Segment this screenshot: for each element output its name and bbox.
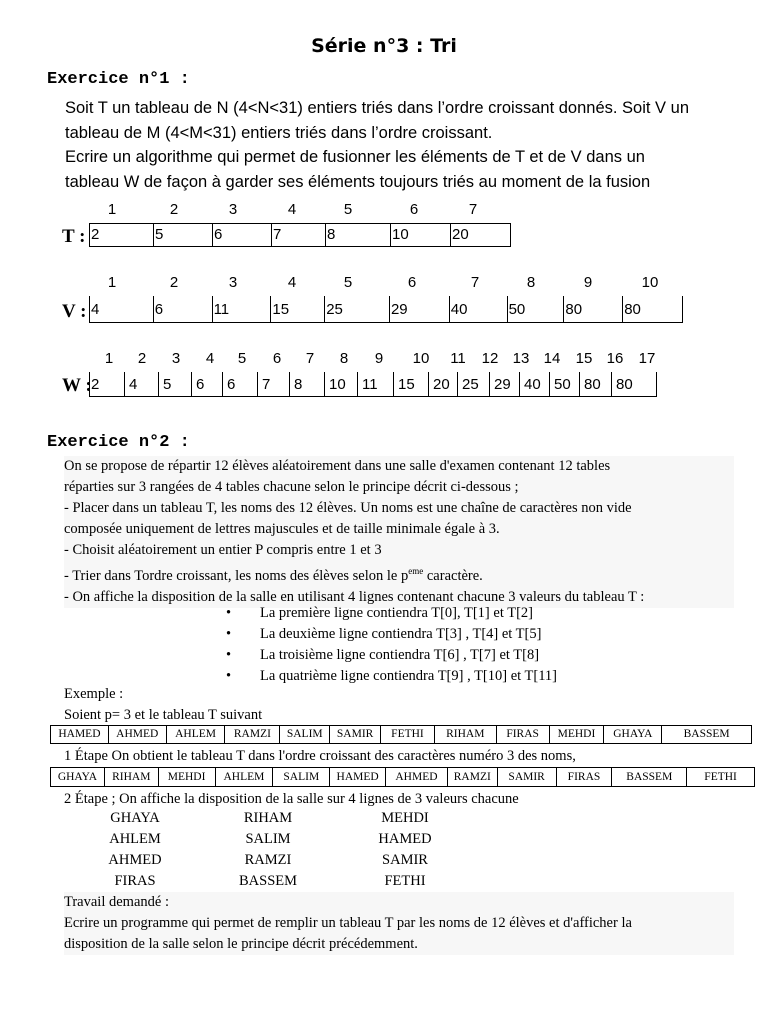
exercise-2-statement — [64, 456, 734, 608]
index-label: 5 — [343, 274, 353, 291]
array-v-label: V : — [62, 301, 87, 322]
array-cell: 8 — [290, 372, 325, 396]
name-cell: FIRAS — [557, 768, 613, 786]
name-cell: MEHDI — [159, 768, 216, 786]
array-cell: 6 — [154, 296, 213, 322]
array-cell: 50 — [550, 372, 580, 396]
name-cell: RAMZI — [225, 726, 280, 743]
bullet-text: La première ligne contiendra T[0], T[1] et T[2] — [260, 605, 533, 621]
array-cell: 80 — [616, 376, 633, 393]
name-cell: FIRAS — [497, 726, 550, 743]
name-cell: AHMED — [109, 726, 167, 743]
layout-cell: MEHDI — [381, 810, 429, 826]
index-label: 7 — [470, 274, 480, 291]
bullet-item — [220, 603, 620, 624]
index-label: 3 — [228, 274, 238, 291]
array-cell: 2 — [90, 224, 154, 246]
bullet-item — [220, 624, 620, 645]
layout-cell: GHAYA — [110, 810, 160, 826]
array-cell: 2 — [90, 372, 125, 396]
array-cell: 5 — [154, 224, 213, 246]
statement-line: Soit T un tableau de N (4<N<31) entiers triés dans l’ordre croissant donnés. Soit V un — [65, 99, 689, 117]
exercise-1-statement — [65, 96, 755, 194]
index-label: 2 — [169, 274, 179, 291]
name-cell: SAMIR — [330, 726, 381, 743]
layout-cell: BASSEM — [238, 873, 298, 889]
index-label: 17 — [638, 350, 656, 367]
name-cell: FETHI — [704, 771, 737, 783]
names-table-sorted — [50, 767, 755, 787]
task-line: Ecrire un programme qui permet de remplir un tableau T par les noms de 12 élèves et d'afficher la — [64, 915, 632, 931]
superscript: eme — [408, 566, 424, 576]
bullet-marker: • — [226, 605, 232, 621]
array-w-indices — [89, 350, 657, 370]
index-label: 3 — [228, 201, 238, 218]
array-cell: 80 — [564, 296, 623, 322]
index-label: 6 — [272, 350, 282, 367]
array-cell: 5 — [159, 372, 192, 396]
index-label: 14 — [543, 350, 561, 367]
array-cell: 40 — [450, 296, 508, 322]
statement-line: - Placer dans un tableau T, les noms des 12 élèves. Un noms est une chaîne de caractères non vide — [64, 500, 632, 516]
step-1-text: 1 Étape On obtient le tableau T dans l'ordre croissant des caractères numéro 3 des noms, — [64, 748, 576, 764]
array-cell: 7 — [258, 372, 290, 396]
example-intro: Soient p= 3 et le tableau T suivant — [64, 707, 263, 723]
index-label: 9 — [583, 274, 593, 291]
index-label: 6 — [407, 274, 417, 291]
statement-line: tableau de M (4<M<31) entiers triés dans l’ordre croissant. — [65, 123, 493, 142]
name-cell: RIHAM — [435, 726, 497, 743]
statement-line: - On affiche la disposition de la salle en utilisant 4 lignes contenant chacune 3 valeurs du tableau T : — [64, 588, 645, 605]
statement-line: On se propose de répartir 12 élèves aléatoirement dans une salle d'examen contenant 12 tables — [64, 458, 611, 474]
index-label: 11 — [450, 350, 466, 367]
page-title: Série n°3 : Tri — [311, 35, 457, 57]
name-cell: GHAYA — [51, 768, 105, 786]
statement-text: - Trier dans Tordre croissant, les noms des élèves selon le p — [64, 567, 409, 584]
name-cell: HAMED — [51, 726, 109, 743]
index-label: 8 — [339, 350, 349, 367]
bullet-text: La deuxième ligne contiendra T[3] , T[4] et T[5] — [260, 626, 542, 642]
name-cell: AHLEM — [216, 768, 274, 786]
index-label: 4 — [287, 274, 297, 291]
statement-line: tableau W de façon à garder ses éléments toujours triés au moment de la fusion — [65, 172, 651, 191]
index-label: 4 — [205, 350, 215, 367]
array-cell: 10 — [391, 224, 451, 246]
array-t — [89, 223, 511, 247]
name-cell: BASSEM — [683, 728, 730, 740]
names-table-initial — [50, 725, 752, 744]
index-label: 16 — [606, 350, 624, 367]
name-cell: SALIM — [280, 726, 330, 743]
statement-line: réparties sur 3 rangées de 4 tables chacune selon le principe décrit ci-dessous ; — [64, 479, 519, 495]
layout-cell: SAMIR — [382, 852, 428, 868]
task-line: disposition de la salle selon le principe décrit précédemment. — [64, 936, 418, 952]
array-cell: 80 — [624, 301, 641, 318]
name-cell: GHAYA — [604, 726, 662, 743]
statement-text: caractère. — [423, 567, 483, 584]
task-heading: Travail demandé : — [64, 894, 169, 910]
array-cell: 8 — [326, 224, 391, 246]
layout-cell: RIHAM — [243, 810, 293, 826]
array-cell: 6 — [223, 372, 258, 396]
index-label: 3 — [171, 350, 181, 367]
statement-line: Ecrire un algorithme qui permet de fusionner les éléments de T et de V dans un — [65, 148, 645, 166]
statement-line-with-superscript — [64, 561, 734, 587]
index-label: 7 — [305, 350, 315, 367]
index-label: 6 — [409, 201, 419, 218]
array-cell: 20 — [429, 372, 458, 396]
array-cell: 80 — [580, 372, 612, 396]
index-label: 10 — [641, 274, 659, 291]
array-cell: 29 — [490, 372, 520, 396]
array-cell: 50 — [508, 296, 565, 322]
bullet-marker: • — [226, 626, 232, 642]
array-cell: 25 — [458, 372, 490, 396]
layout-cell: AHMED — [108, 852, 162, 868]
bullet-list — [220, 603, 620, 687]
array-cell: 25 — [325, 296, 390, 322]
array-cell: 6 — [192, 372, 223, 396]
layout-cell: AHLEM — [109, 831, 161, 847]
index-label: 12 — [481, 350, 499, 367]
index-label: 1 — [104, 350, 114, 367]
step-2-text: 2 Étape ; On affiche la disposition de la salle sur 4 lignes de 3 valeurs chacune — [64, 791, 519, 807]
layout-cell: RAMZI — [244, 852, 292, 868]
index-label: 9 — [374, 350, 384, 367]
index-label: 1 — [107, 274, 117, 291]
room-layout — [0, 808, 768, 893]
name-cell: RIHAM — [105, 768, 159, 786]
name-cell: MEHDI — [550, 726, 605, 743]
name-cell: AHMED — [386, 768, 448, 786]
array-v-indices — [89, 274, 683, 294]
array-t-label: T : — [62, 226, 86, 247]
exercise-2-heading: Exercice n°2 : — [47, 433, 190, 452]
array-cell: 29 — [390, 296, 450, 322]
index-label: 8 — [526, 274, 536, 291]
index-label: 5 — [343, 201, 353, 218]
bullet-marker: • — [226, 647, 232, 663]
index-label: 2 — [169, 201, 179, 218]
name-cell: SAMIR — [498, 768, 557, 786]
bullet-item — [220, 645, 620, 666]
name-cell: FETHI — [381, 726, 435, 743]
bullet-text: La quatrième ligne contiendra T[9] , T[10] et T[11] — [260, 668, 558, 684]
index-label: 5 — [237, 350, 247, 367]
array-v — [89, 296, 683, 323]
index-label: 10 — [412, 350, 430, 367]
index-label: 15 — [575, 350, 593, 367]
bullet-text: La troisième ligne contiendra T[6] , T[7] et T[8] — [260, 647, 540, 663]
name-cell: BASSEM — [612, 768, 687, 786]
array-t-indices — [89, 201, 511, 221]
index-label: 1 — [107, 201, 117, 218]
index-label: 13 — [512, 350, 530, 367]
array-w — [89, 372, 657, 397]
index-label: 4 — [287, 201, 297, 218]
layout-cell: HAMED — [378, 831, 432, 847]
array-cell: 15 — [394, 372, 429, 396]
bullet-marker: • — [226, 668, 232, 684]
example-heading — [64, 684, 734, 726]
layout-cell: FIRAS — [114, 873, 156, 889]
array-cell: 11 — [358, 372, 394, 396]
statement-line: - Choisit aléatoirement un entier P compris entre 1 et 3 — [64, 542, 382, 558]
statement-line: composée uniquement de lettres majuscules et de taille minimale égale à 3. — [64, 521, 500, 537]
exercise-1-heading: Exercice n°1 : — [47, 70, 190, 89]
name-cell: AHLEM — [167, 726, 226, 743]
array-cell: 4 — [125, 372, 159, 396]
index-label: 7 — [468, 201, 478, 218]
array-cell: 40 — [520, 372, 550, 396]
array-w-label: W : — [62, 375, 92, 396]
array-cell: 15 — [271, 296, 325, 322]
layout-cell: SALIM — [245, 831, 291, 847]
name-cell: HAMED — [330, 768, 386, 786]
task-section — [64, 892, 734, 955]
layout-cell: FETHI — [384, 873, 426, 889]
array-cell: 6 — [213, 224, 272, 246]
array-cell: 10 — [325, 372, 358, 396]
array-cell: 7 — [272, 224, 326, 246]
example-label: Exemple : — [64, 686, 124, 702]
array-cell: 20 — [452, 226, 469, 243]
array-cell: 4 — [90, 296, 154, 322]
index-label: 2 — [137, 350, 147, 367]
array-cell: 11 — [213, 296, 272, 322]
name-cell: RAMZI — [448, 768, 498, 786]
name-cell: SALIM — [273, 768, 330, 786]
